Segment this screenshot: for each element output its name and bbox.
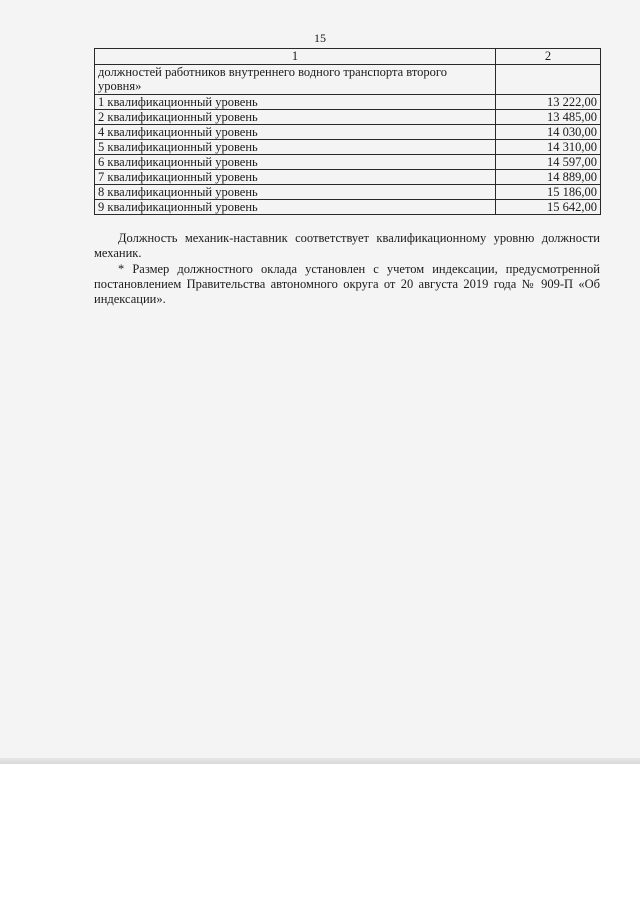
salary-table xyxy=(94,48,601,215)
amount-cell: 14 030,00 xyxy=(496,125,601,140)
note-paragraph-indexation: * Размер должностного оклада установлен с учетом индексации, предусмотренной постановлением Правительства автономного округа от 20 августа 2019 года № 909-П «Об индексации». xyxy=(94,262,600,306)
table-row xyxy=(95,170,601,185)
note-paragraph-mechanic: Должность механик-наставник соответствует квалификационному уровню должности механик. xyxy=(94,231,600,260)
page-bottom-edge xyxy=(0,758,640,764)
amount-cell: 14 310,00 xyxy=(496,140,601,155)
level-cell: 2 квалификационный уровень xyxy=(95,110,496,125)
amount-cell: 14 597,00 xyxy=(496,155,601,170)
page-number: 15 xyxy=(314,31,326,45)
table-row xyxy=(95,140,601,155)
table-row xyxy=(95,95,601,110)
level-cell: 8 квалификационный уровень xyxy=(95,185,496,200)
amount-cell: 13 222,00 xyxy=(496,95,601,110)
table-row xyxy=(95,125,601,140)
level-cell: 1 квалификационный уровень xyxy=(95,95,496,110)
amount-cell: 13 485,00 xyxy=(496,110,601,125)
table-row xyxy=(95,155,601,170)
table-row xyxy=(95,110,601,125)
level-cell: 7 квалификационный уровень xyxy=(95,170,496,185)
table-row xyxy=(95,200,601,215)
group-label: должностей работников внутреннего водного транспорта второго уровня» xyxy=(95,65,496,95)
column-number-1: 1 xyxy=(95,49,496,65)
group-amount-empty xyxy=(496,65,601,95)
amount-cell: 14 889,00 xyxy=(496,170,601,185)
level-cell: 5 квалификационный уровень xyxy=(95,140,496,155)
table-row xyxy=(95,185,601,200)
amount-cell: 15 186,00 xyxy=(496,185,601,200)
level-cell: 6 квалификационный уровень xyxy=(95,155,496,170)
amount-cell: 15 642,00 xyxy=(496,200,601,215)
level-cell: 9 квалификационный уровень xyxy=(95,200,496,215)
table-header-row xyxy=(95,49,601,65)
column-number-2: 2 xyxy=(496,49,601,65)
level-cell: 4 квалификационный уровень xyxy=(95,125,496,140)
table-group-row xyxy=(95,65,601,95)
